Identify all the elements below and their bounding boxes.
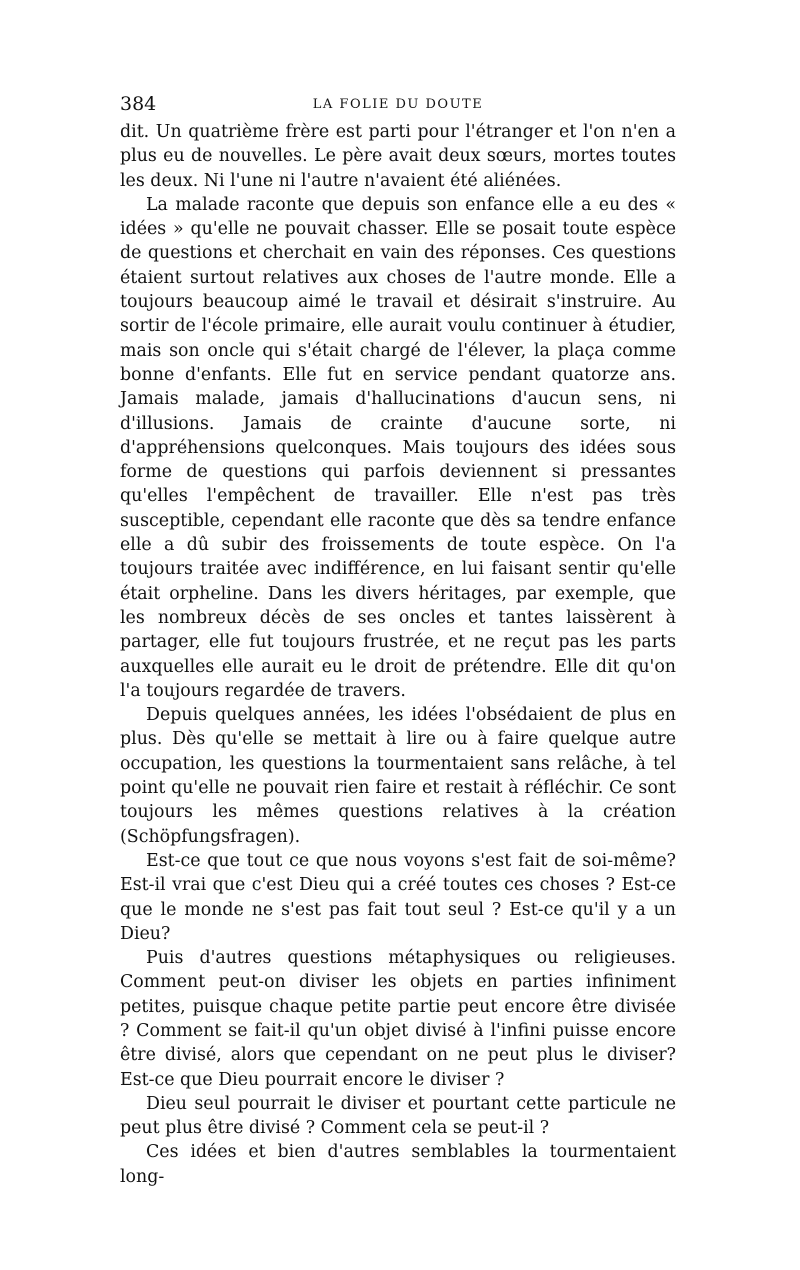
paragraph: Dieu seul pourrait le diviser et pourtant cette particule ne peut plus être divisé ? Comment cela se peut-il ? bbox=[120, 1093, 676, 1139]
book-page bbox=[120, 92, 676, 1189]
paragraph: Ces idées et bien d'autres semblables la tourmentaient long- bbox=[120, 1142, 676, 1187]
running-title: LA FOLIE DU DOUTE bbox=[312, 97, 484, 112]
paragraph: La malade raconte que depuis son enfance elle a eu des « idées » qu'elle ne pouvait chasser. Elle se posait toute espèce de questions et cherchait en vain des réponses. Ces questions étaient surtout relatives aux choses de l'autre monde. Elle a toujours beaucoup aimé le travail et désirait s'instruire. Au sortir de l'école primaire, elle aurait voulu continuer à étudier, mais son oncle qui s'était chargé de l'élever, la plaça comme bonne d'enfants. Elle fut en service pendant quatorze ans. Jamais malade, jamais d'hallucinations d'aucun sens, ni d'illusions. Jamais de crainte d'aucune sorte, ni d'appréhensions quelconques. Mais toujours des idées sous forme de questions qui parfois deviennent si pressantes qu'elles l'empêchent de travailler. Elle n'est pas très susceptible, cependant elle raconte que dès sa tendre enfance elle a dû subir des froissements de toute espèce. On l'a toujours traitée avec indifférence, en lui faisant sentir qu'elle était orpheline. Dans les divers héritages, par exemple, que les nombreux décès de ses oncles et tantes laissèrent à partager, elle fut toujours frustrée, et ne reçut pas les parts auxquelles elle aurait eu le droit de prétendre. Elle dit qu'on l'a toujours regardée de travers. bbox=[120, 194, 676, 701]
paragraph: Depuis quelques années, les idées l'obsédaient de plus en plus. Dès qu'elle se mettait à lire ou à faire quelque autre occupation, les questions la tourmentaient sans relâche, à tel point qu'elle ne pouvait rien faire et restait à réfléchir. Ce sont toujours les mêmes questions relatives à la création (Schöpfungsfragen). bbox=[120, 705, 676, 847]
paragraph: dit. Un quatrième frère est parti pour l'étranger et l'on n'en a plus eu de nouvelles. Le père avait deux sœurs, mortes toutes les deux. Ni l'une ni l'autre n'avaient été aliénées. bbox=[120, 122, 676, 191]
paragraph: Puis d'autres questions métaphysiques ou religieuses. Comment peut-on diviser les objets en parties infiniment petites, puisque chaque petite partie peut encore être divisée ? Comment se fait-il qu'un objet divisé à l'infini puisse encore être divisé, alors que cependant on ne peut plus le diviser? Est-ce que Dieu pourrait encore le diviser ? bbox=[120, 948, 676, 1090]
body-text bbox=[120, 120, 676, 1189]
page-number: 384 bbox=[120, 93, 157, 115]
paragraph: Est-ce que tout ce que nous voyons s'est fait de soi-même? Est-il vrai que c'est Dieu qui a créé toutes ces choses ? Est-ce que le monde ne s'est pas fait tout seul ? Est-ce qu'il y a un Dieu? bbox=[120, 850, 676, 944]
page-header bbox=[120, 92, 676, 118]
